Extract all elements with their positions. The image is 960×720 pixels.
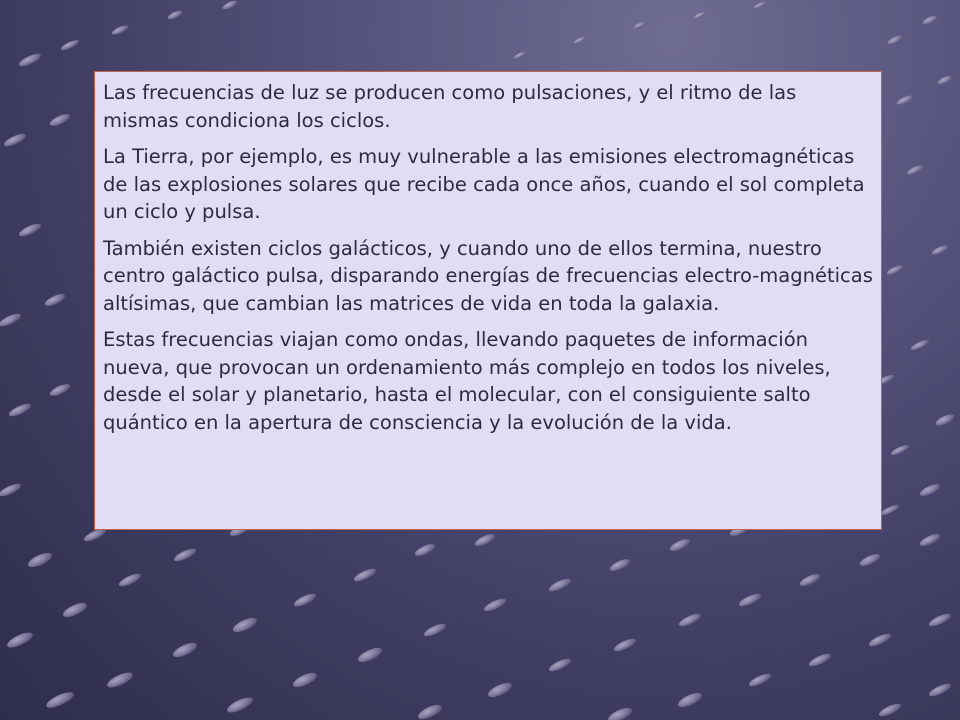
background-dot	[807, 651, 832, 668]
background-dot	[867, 631, 892, 648]
background-dot	[171, 640, 199, 660]
background-dot	[416, 702, 444, 720]
background-dot	[877, 701, 902, 718]
background-dot	[633, 20, 647, 30]
background-dot	[422, 621, 447, 638]
background-dot	[48, 382, 71, 399]
background-dot	[0, 311, 23, 328]
background-dot	[676, 690, 704, 710]
background-dot	[886, 34, 903, 46]
background-dot	[482, 596, 507, 613]
background-dot	[753, 0, 767, 10]
background-dot	[918, 482, 941, 499]
background-dot	[7, 401, 32, 418]
background-dot	[547, 656, 572, 673]
background-dot	[747, 671, 772, 688]
background-dot	[936, 74, 953, 86]
background-dot	[677, 611, 702, 628]
background-dot	[292, 591, 317, 608]
background-dot	[606, 705, 634, 720]
background-dot	[0, 481, 23, 498]
paragraph-3: También existen ciclos galácticos, y cuando uno de ellos termina, nuestro centro galáctico pulsa, disparando energías de frecuencias electro-magnéticas altísimas, que cambian las matrices de vida en toda la galaxia.	[103, 236, 873, 315]
background-dot	[5, 630, 35, 651]
background-dot	[172, 546, 197, 563]
background-dot	[26, 550, 54, 570]
background-dot	[573, 35, 587, 45]
background-dot	[668, 537, 691, 554]
background-dot	[798, 572, 821, 589]
background-dot	[413, 542, 436, 559]
background-dot	[921, 14, 938, 26]
background-dot	[352, 566, 377, 583]
background-dot	[693, 10, 707, 20]
background-dot	[927, 681, 952, 698]
background-dot	[934, 412, 956, 428]
background-dot	[61, 600, 89, 620]
paragraph-2: La Tierra, por ejemplo, es muy vulnerable a las emisiones electromagnéticas de las explosiones solares que recibe cada once años, cuando el sol completa un ciclo y pulsa.	[103, 145, 865, 223]
background-dot	[225, 695, 255, 716]
background-dot	[927, 611, 952, 628]
background-dot	[612, 636, 637, 653]
background-dot	[231, 615, 259, 635]
background-dot	[918, 532, 941, 549]
background-dot	[473, 532, 496, 549]
background-dot	[43, 292, 66, 309]
background-dot	[886, 263, 905, 276]
background-dot	[117, 571, 142, 588]
background-dot	[44, 689, 75, 711]
background-dot	[910, 338, 931, 352]
background-dot	[737, 591, 762, 608]
background-dot	[890, 443, 911, 457]
background-dot	[291, 670, 319, 690]
background-dot	[608, 557, 631, 574]
background-dot	[356, 645, 384, 665]
background-dot	[547, 576, 572, 593]
background-dot	[2, 131, 27, 148]
background-dot	[906, 163, 925, 176]
paragraph-4: Estas frecuencias viajan como ondas, llevando paquetes de información nueva, que provocan un ordenamiento más complejo en todos los niveles, desde el solar y planetario, hasta el molecular, con el consiguiente salto quántico en la apertura de consciencia y la evolución de la vida.	[103, 328, 831, 434]
paragraph-1: Las frecuencias de luz se producen como pulsaciones, y el ritmo de las mismas condiciona los ciclos.	[103, 81, 797, 132]
background-dot	[111, 23, 130, 36]
background-dot	[486, 680, 514, 700]
background-dot	[17, 51, 42, 68]
background-dot	[17, 221, 42, 238]
background-dot	[221, 0, 238, 11]
background-dot	[858, 552, 881, 569]
background-dot	[931, 243, 950, 256]
background-dot	[896, 93, 915, 106]
background-dot	[166, 9, 183, 21]
background-dot	[60, 38, 81, 52]
background-dot	[513, 50, 527, 60]
background-dot	[105, 670, 135, 691]
background-dot	[880, 503, 901, 517]
background-dot	[48, 112, 71, 129]
content-text-box	[94, 71, 882, 530]
